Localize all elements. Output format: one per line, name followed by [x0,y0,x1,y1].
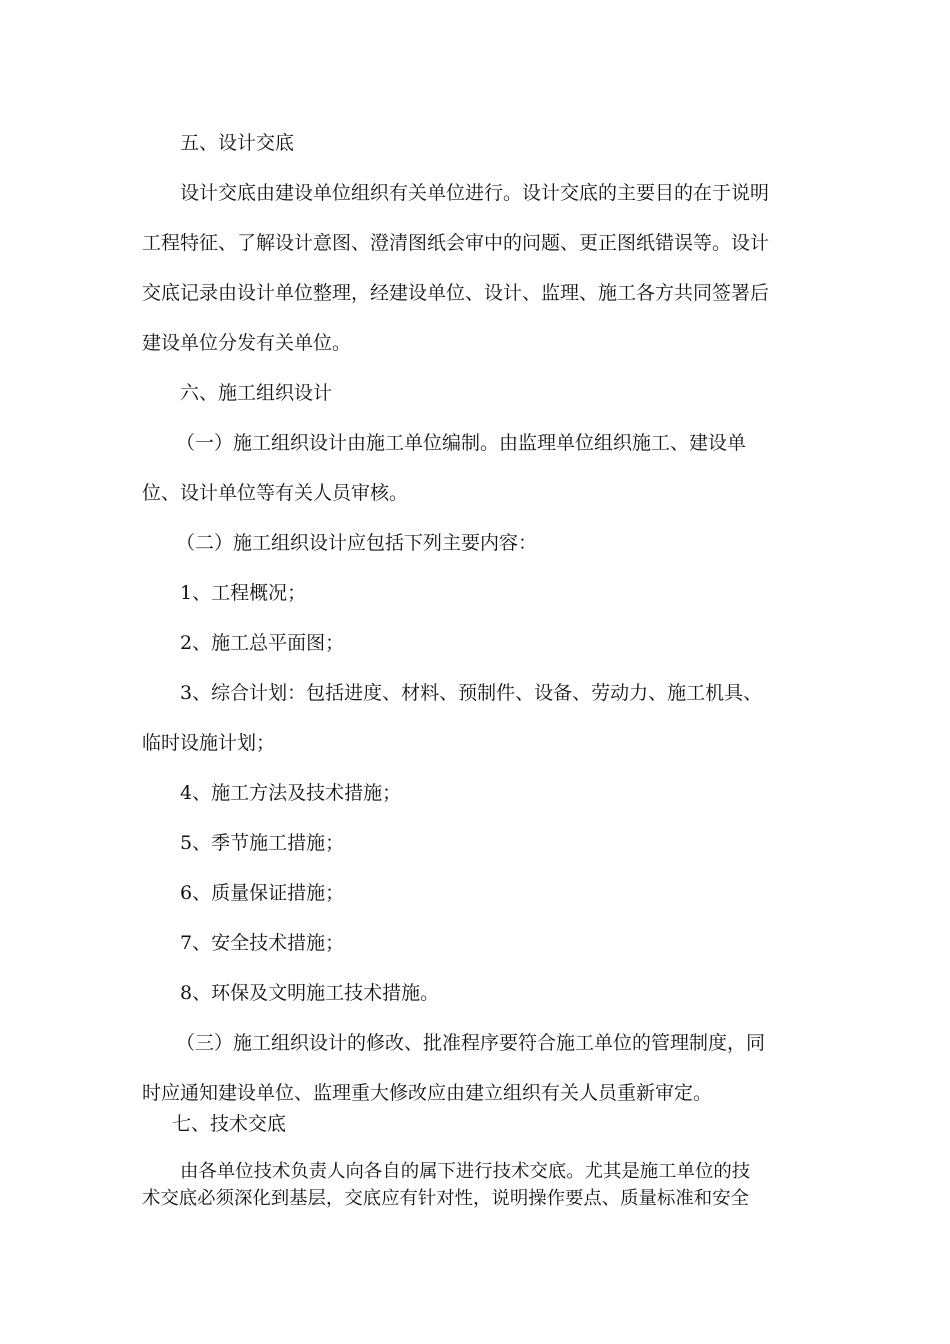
paragraph-line: 术交底必须深化到基层，交底应有针对性，说明操作要点、质量标准和安全 [142,1188,749,1209]
paragraph-line: 设计交底由建设单位组织有关单位进行。设计交底的主要目的在于说明 [180,182,770,204]
paragraph-line: 由各单位技术负责人向各自的属下进行技术交底。尤其是施工单位的技 [180,1161,751,1182]
paragraph-line: 交底记录由设计单位整理，经建设单位、设计、监理、施工各方共同签署后 [142,282,770,304]
paragraph-line: 时应通知建设单位、监理重大修改应由建立组织有关人员重新审定。 [142,1082,713,1104]
list-item: 7、安全技术措施； [180,932,345,954]
paragraph-line: 工程特征、了解设计意图、澄清图纸会审中的问题、更正图纸错误等。设计 [142,232,770,254]
paragraph-line: （二）施工组织设计应包括下列主要内容： [176,532,538,554]
list-item: 5、季节施工措施； [180,832,345,854]
list-item: 2、施工总平面图； [180,632,345,654]
paragraph-line: 建设单位分发有关单位。 [142,332,352,354]
section-heading-construction-design: 六、施工组织设计 [180,382,333,404]
list-item: 3、综合计划：包括进度、材料、预制件、设备、劳动力、施工机具、 [180,682,763,704]
list-item-continuation: 临时设施计划； [142,732,276,754]
list-item: 8、环保及文明施工技术措施。 [180,982,440,1004]
paragraph-line: （一）施工组织设计由施工单位编制。由监理单位组织施工、建设单 [176,432,747,454]
section-heading-technical-disclosure: 七、技术交底 [172,1113,287,1135]
list-item: 4、施工方法及技术措施； [180,782,402,804]
list-item: 1、工程概况； [180,582,307,604]
section-heading-design-disclosure: 五、设计交底 [180,132,295,154]
list-item: 6、质量保证措施； [180,882,345,904]
paragraph-line: 位、设计单位等有关人员审核。 [142,482,409,504]
paragraph-line: （三）施工组织设计的修改、批准程序要符合施工单位的管理制度，同 [176,1032,766,1054]
